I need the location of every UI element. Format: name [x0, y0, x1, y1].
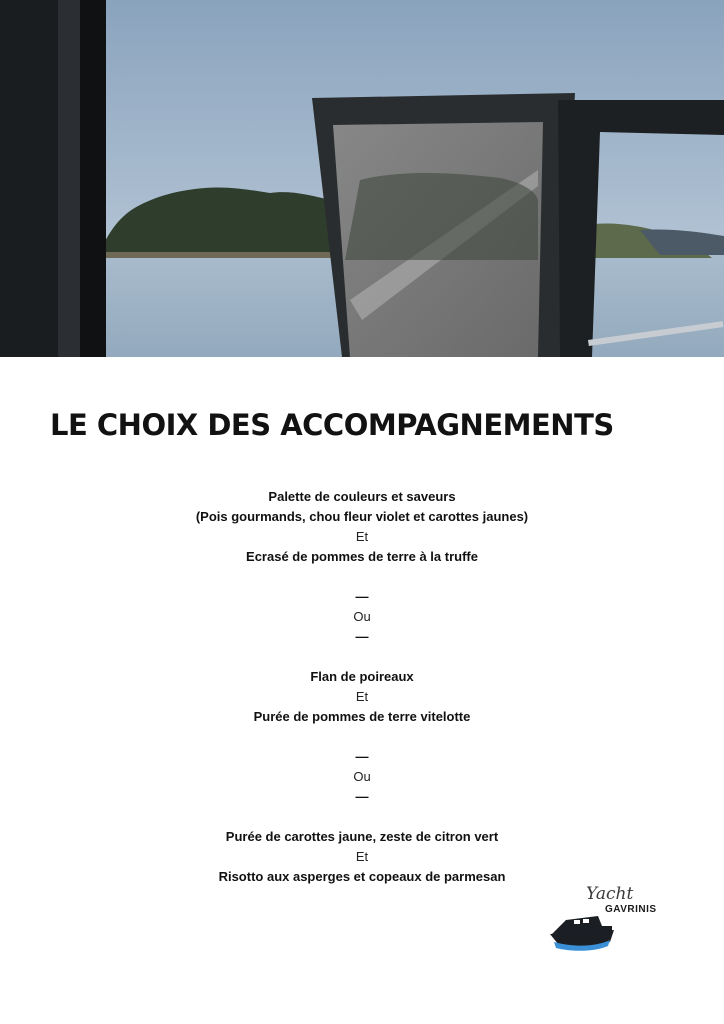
- menu-item-line: (Pois gourmands, chou fleur violet et carottes jaunes): [195, 509, 529, 524]
- separator-or: [0, 587, 724, 647]
- menu-item-line: Risotto aux asperges et copeaux de parmesan: [218, 869, 506, 884]
- separator-dash: —: [355, 789, 369, 804]
- menu-option-3: [0, 827, 724, 887]
- menu-item-line: Purée de pommes de terre vitelotte: [253, 709, 471, 724]
- separator-word: Ou: [353, 609, 371, 624]
- logo-script: Yacht: [586, 884, 634, 904]
- menu-option-1: [0, 487, 724, 567]
- page-title: LE CHOIX DES ACCOMPAGNEMENTS: [50, 408, 614, 442]
- separator-dash: —: [355, 589, 369, 604]
- menu-item-line: Flan de poireaux: [310, 669, 414, 684]
- logo-wordmark: GAVRINIS: [605, 904, 657, 915]
- menu-item-line: Ecrasé de pommes de terre à la truffe: [246, 549, 478, 564]
- separator-dash: —: [355, 629, 369, 644]
- sides-menu: [0, 487, 724, 887]
- hero-photo: [0, 0, 724, 357]
- separator-word: Ou: [353, 769, 371, 784]
- menu-option-2: [0, 667, 724, 727]
- menu-item-line: Palette de couleurs et saveurs: [268, 489, 456, 504]
- connector-text: Et: [355, 689, 369, 704]
- separator-or: [0, 747, 724, 807]
- separator-dash: —: [355, 749, 369, 764]
- connector-text: Et: [355, 849, 369, 864]
- menu-item-line: Purée de carottes jaune, zeste de citron vert: [225, 829, 499, 844]
- connector-text: Et: [355, 529, 369, 544]
